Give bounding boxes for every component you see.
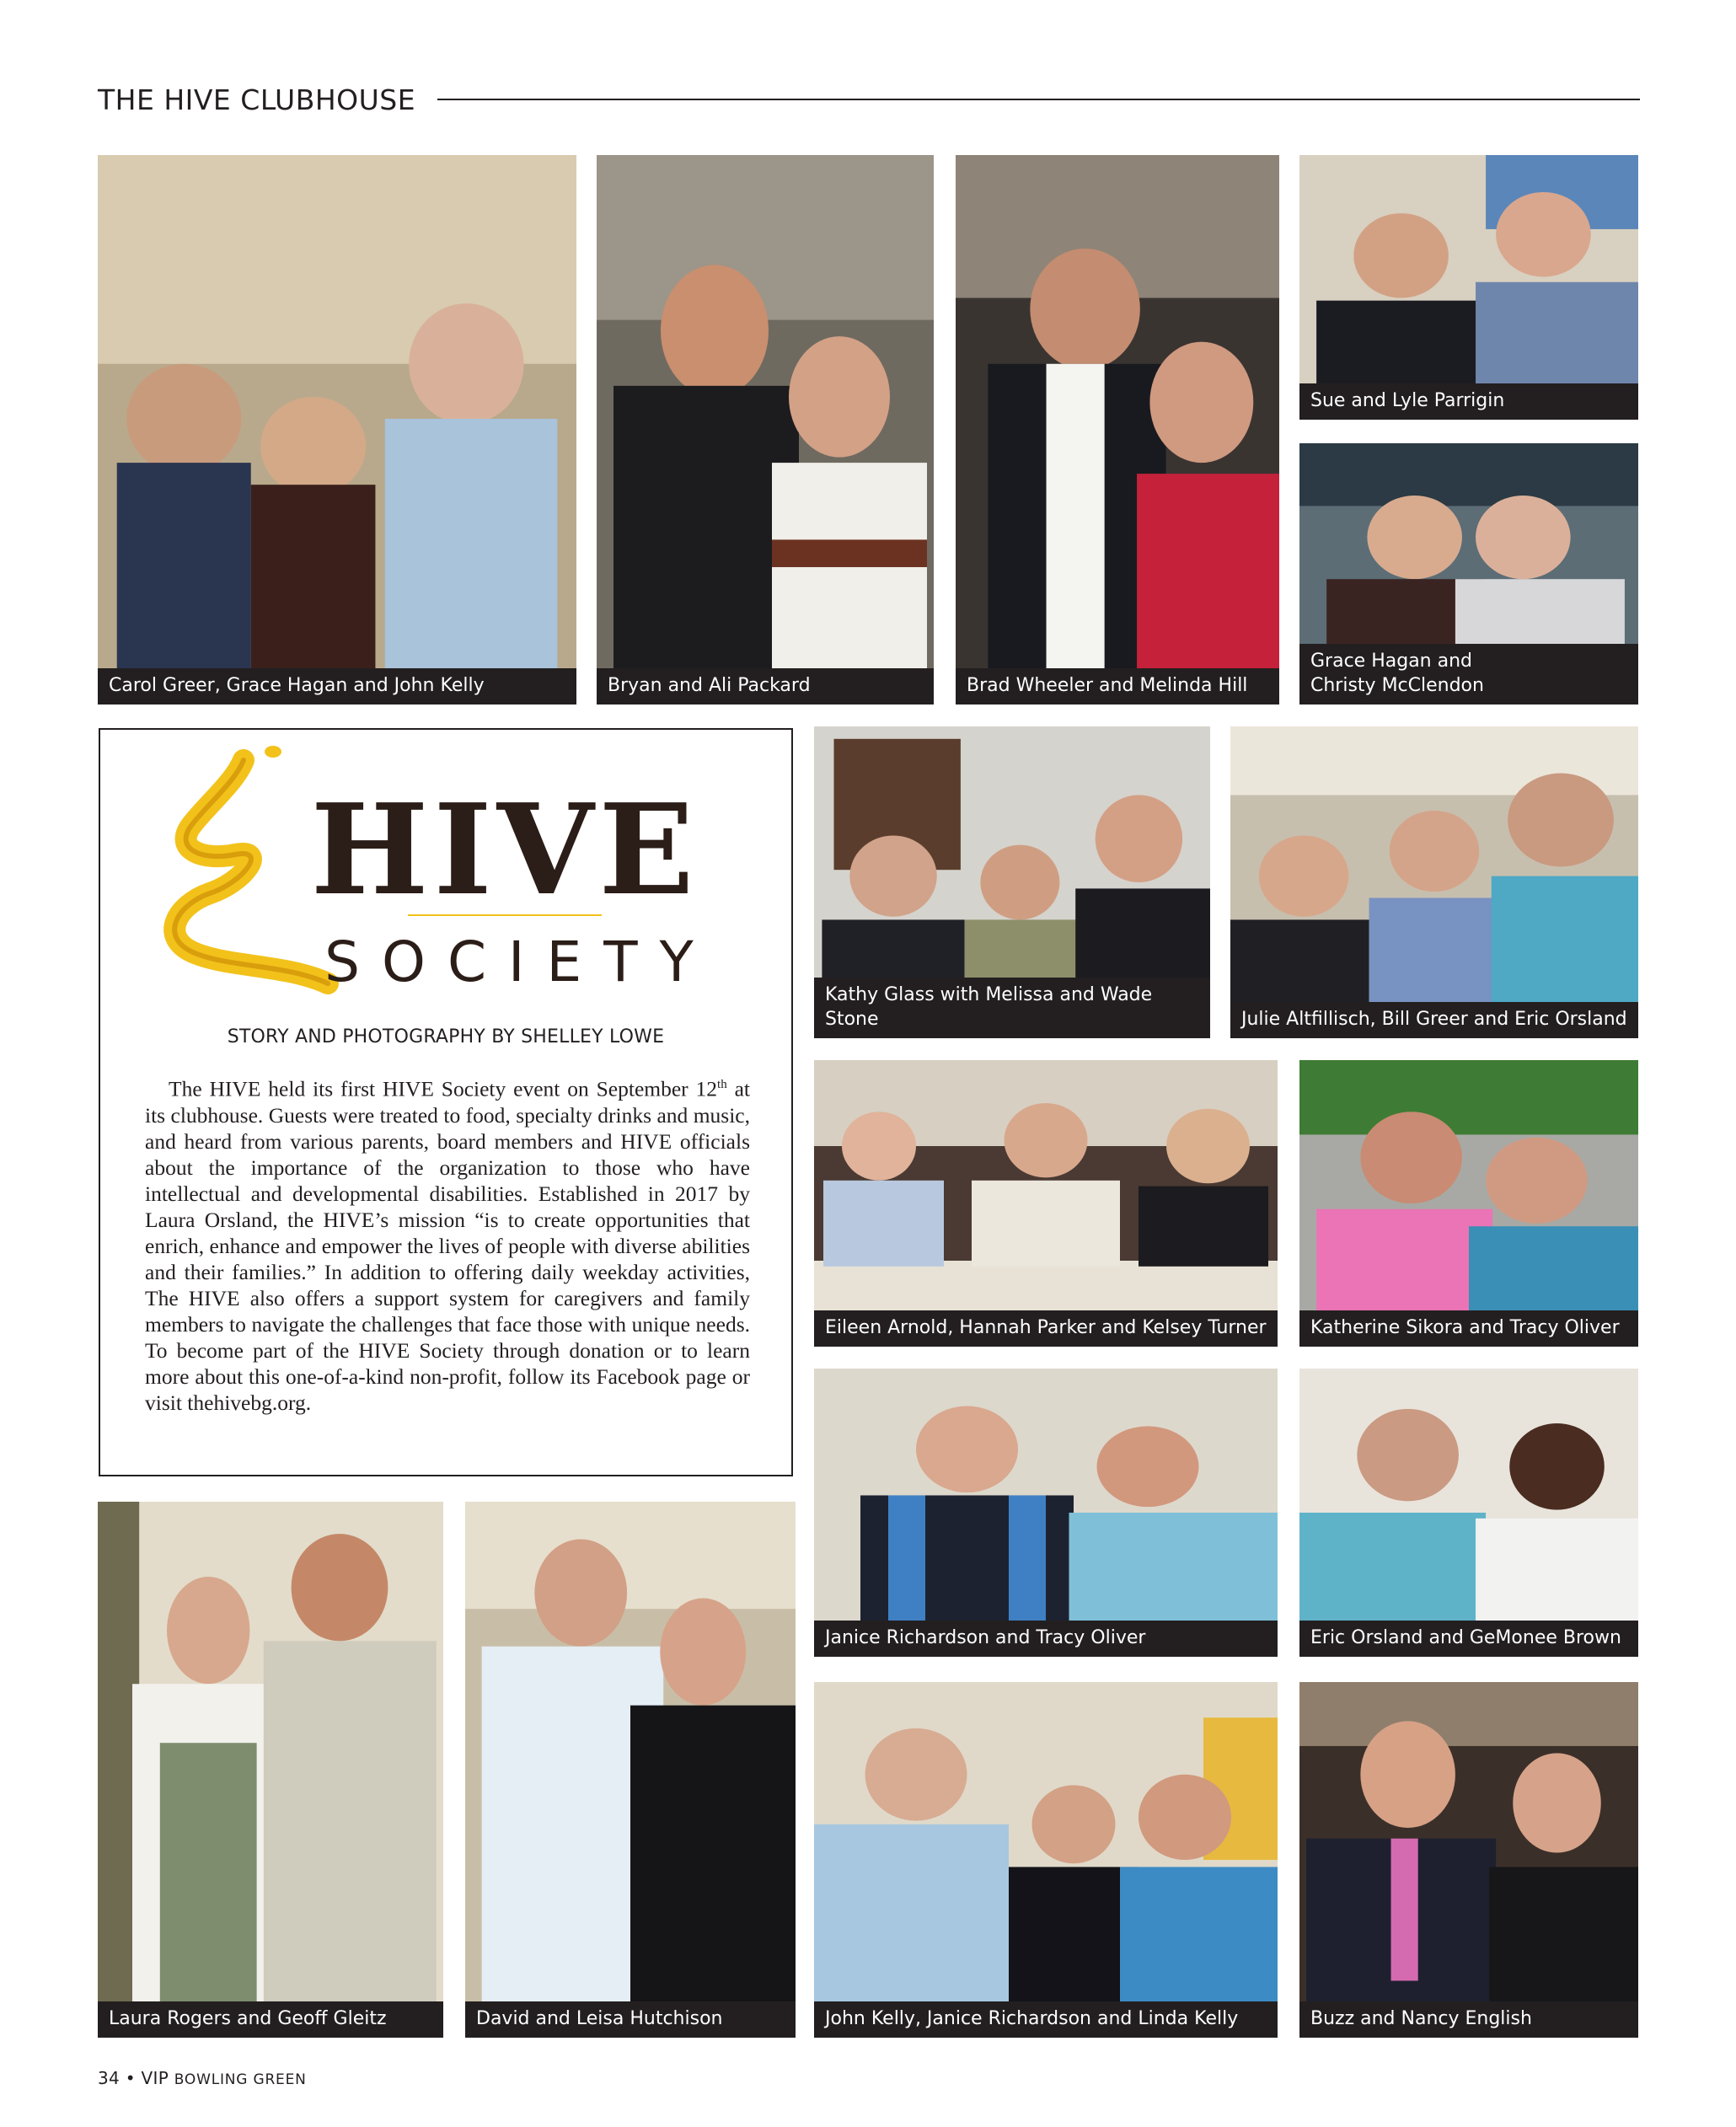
photo-caption: Eric Orsland and GeMonee Brown — [1299, 1621, 1638, 1657]
publication-name: BOWLING GREEN — [174, 2071, 307, 2088]
photo-caption: Katherine Sikora and Tracy Oliver — [1299, 1310, 1638, 1347]
photo-image — [1299, 1682, 1638, 2038]
photo-caption: Brad Wheeler and Melinda Hill — [956, 668, 1279, 705]
logo-word-society: SOCIETY — [324, 930, 715, 994]
story-body-text-cont: at its clubhouse. Guests were treated to food, specialty drinks and music, and heard from various parents, board members and HIVE officials about the importance of the organization to those who have intellectual and developmental disabilities. Established in 2017 by Laura Orsland, the HIVE’s mission “is to create opportunities that enrich, enhance and empower the lives of people with diverse abilities and their families.” In addition to offering daily weekday activities, The HIVE also offers a support system for caregivers and family members to navigate the challenges that face those with unique needs. To become part of the HIVE Society through donation or to learn more about this one-of-a-kind non-profit, follow its Facebook page or visit thehivebg.org. — [145, 1076, 750, 1415]
photo-julie-altfillisch-bill-greer-eric-orsland — [1230, 726, 1638, 1038]
section-header — [98, 81, 1640, 118]
photo-image — [1299, 1369, 1638, 1657]
photo-caption: Julie Altfillisch, Bill Greer and Eric Orsland — [1230, 1002, 1638, 1038]
photo-image — [98, 155, 576, 705]
story-box — [99, 728, 793, 1476]
photo-caption: Laura Rogers and Geoff Gleitz — [98, 2001, 443, 2038]
logo-word-hive: HIVE — [310, 776, 699, 923]
photo-caption: Janice Richardson and Tracy Oliver — [814, 1621, 1278, 1657]
photo-image — [814, 1060, 1278, 1347]
photo-image — [956, 155, 1279, 705]
photo-image — [597, 155, 934, 705]
photo-caption: Buzz and Nancy English — [1299, 2001, 1638, 2038]
photo-image — [1299, 1060, 1638, 1347]
photo-grace-hagan-christy-mcclendon — [1299, 443, 1638, 705]
photo-carol-greer-grace-hagan-john-kelly — [98, 155, 576, 705]
photo-laura-rogers-geoff-gleitz — [98, 1502, 443, 2038]
photo-katherine-sikora-tracy-oliver — [1299, 1060, 1638, 1347]
story-body-text: The HIVE held its first HIVE Society event on September 12 — [169, 1076, 718, 1101]
page-folio — [98, 2068, 307, 2088]
photo-john-kelly-janice-richardson-linda-kelly — [814, 1682, 1278, 2038]
photo-bryan-ali-packard — [597, 155, 934, 705]
photo-kathy-glass-melissa-wade-stone — [814, 726, 1210, 1038]
photo-eileen-arnold-hannah-parker-kelsey-turner — [814, 1060, 1278, 1347]
photo-image — [1230, 726, 1638, 1038]
photo-buzz-nancy-english — [1299, 1682, 1638, 2038]
story-byline: STORY AND PHOTOGRAPHY BY SHELLEY LOWE — [227, 1026, 665, 1047]
photo-caption: Grace Hagan and Christy McClendon — [1299, 644, 1638, 705]
photo-caption: John Kelly, Janice Richardson and Linda Kelly — [814, 2001, 1278, 2038]
photo-caption: David and Leisa Hutchison — [465, 2001, 796, 2038]
section-title: THE HIVE CLUBHOUSE — [98, 83, 416, 116]
photo-caption: Sue and Lyle Parrigin — [1299, 383, 1638, 420]
photo-sue-lyle-parrigin — [1299, 155, 1638, 420]
hive-society-logo — [142, 743, 758, 1021]
photo-eric-orsland-gemonee-brown — [1299, 1369, 1638, 1657]
page-number: 34 — [98, 2068, 121, 2088]
section-rule — [437, 99, 1640, 100]
photo-caption: Eileen Arnold, Hannah Parker and Kelsey Turner — [814, 1310, 1278, 1347]
photo-caption: Carol Greer, Grace Hagan and John Kelly — [98, 668, 576, 705]
folio-bullet: • — [125, 2068, 136, 2088]
photo-brad-wheeler-melinda-hill — [956, 155, 1279, 705]
publication-prefix: VIP — [141, 2068, 169, 2088]
photo-image — [465, 1502, 796, 2038]
photo-janice-richardson-tracy-oliver — [814, 1369, 1278, 1657]
story-body — [145, 1072, 750, 1416]
photo-david-leisa-hutchison — [465, 1502, 796, 2038]
photo-caption: Kathy Glass with Melissa and Wade Stone — [814, 978, 1210, 1038]
photo-caption: Bryan and Ali Packard — [597, 668, 934, 705]
photo-image — [814, 1369, 1278, 1657]
photo-image — [814, 1682, 1278, 2038]
photo-image — [1299, 155, 1638, 420]
bee-icon — [265, 746, 281, 758]
story-body-sup: th — [717, 1078, 727, 1091]
photo-image — [98, 1502, 443, 2038]
